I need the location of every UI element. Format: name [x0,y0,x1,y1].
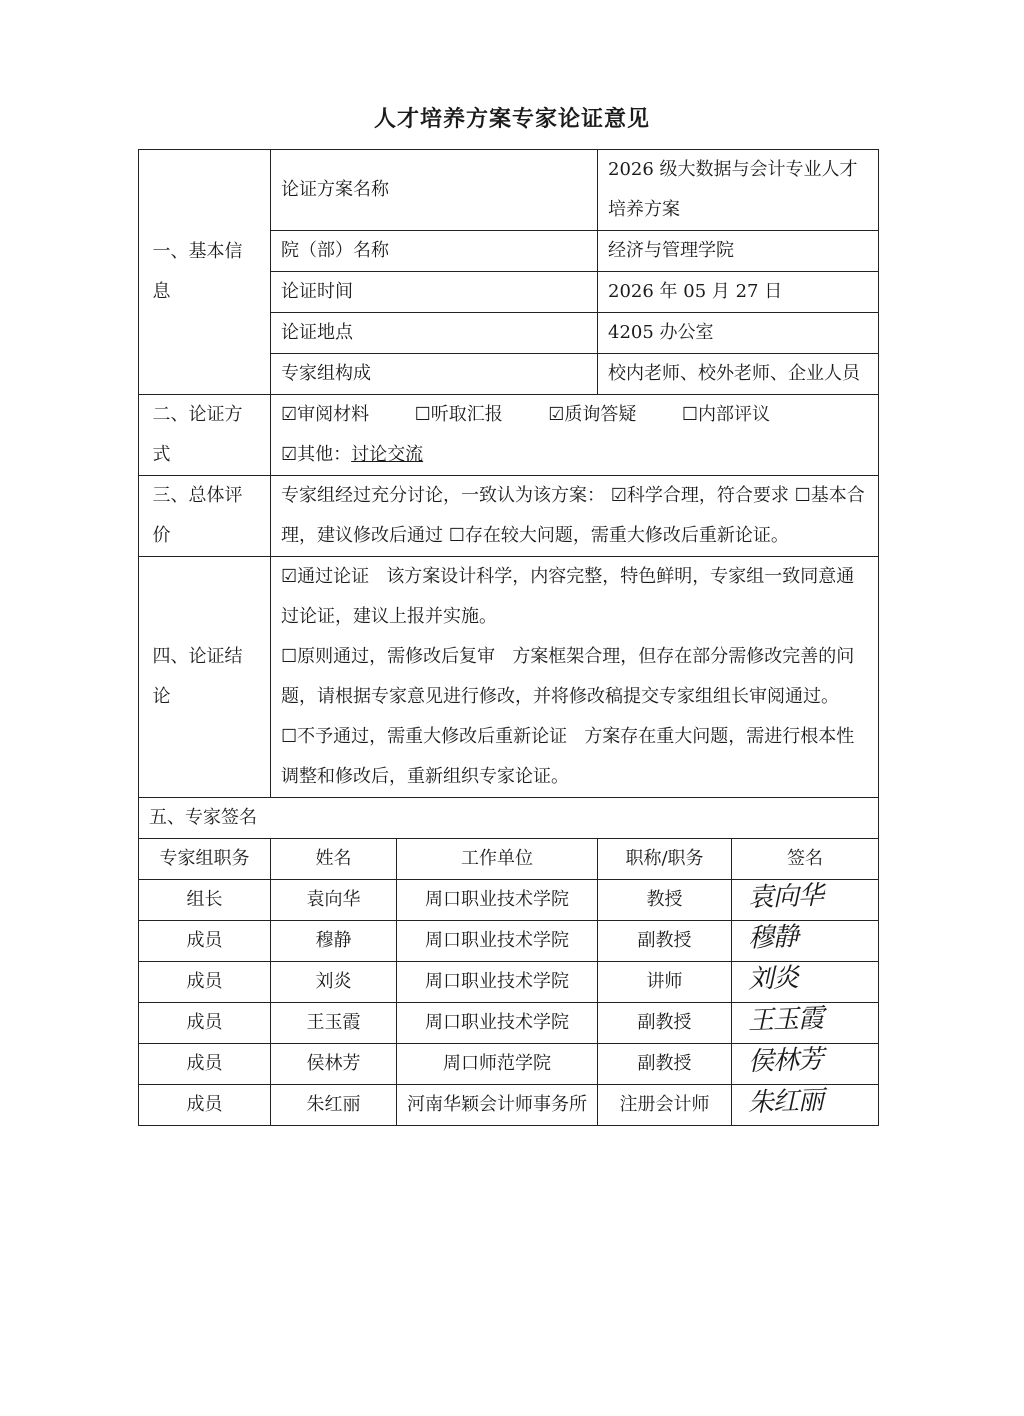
unit-cell: 周口职业技术学院 [397,921,598,962]
overall-row [139,476,879,557]
title-cell: 副教授 [598,921,732,962]
checkbox-reasonable[interactable]: ☑科学合理，符合要求 [610,485,789,506]
other-method-value: 讨论交流 [351,444,424,465]
conclusion-option-conditional[interactable]: ☐原则通过，需修改后复审 方案框架合理，但存在部分需修改完善的问题，请根据专家意见进行修改，并将修改稿提交专家组组长审阅通过。 [281,646,855,707]
title-cell: 注册会计师 [598,1085,732,1126]
checkbox-review-materials[interactable]: ☑审阅材料 [281,404,370,425]
table-row [139,962,879,1003]
handwritten-signature: 王玉霞 [747,1003,824,1037]
table-row [139,1044,879,1085]
name-cell: 袁向华 [271,880,397,921]
signature-cell [732,1044,879,1085]
column-header: 工作单位 [397,839,598,880]
signature-section-row [139,798,879,839]
unit-cell: 周口师范学院 [397,1044,598,1085]
field-label: 论证时间 [271,272,598,313]
title-cell: 讲师 [598,962,732,1003]
signature-cell [732,880,879,921]
unit-cell: 周口职业技术学院 [397,1003,598,1044]
checkbox-major-issues[interactable]: ☐存在较大问题，需重大修改后重新论证。 [448,525,789,546]
name-cell: 王玉霞 [271,1003,397,1044]
field-value: 经济与管理学院 [598,231,879,272]
role-cell: 成员 [139,921,271,962]
basic-row [139,150,879,231]
handwritten-signature: 穆静 [747,922,799,954]
role-cell: 成员 [139,962,271,1003]
column-header: 姓名 [271,839,397,880]
page-title: 人才培养方案专家论证意见 [373,106,650,132]
name-cell: 刘炎 [271,962,397,1003]
field-value: 校内老师、校外老师、企业人员 [598,354,879,395]
section-method: 二、论证方式 [139,395,271,476]
field-label: 论证方案名称 [271,150,598,231]
checkbox-internal-review[interactable]: ☐内部评议 [681,404,770,425]
unit-cell: 周口职业技术学院 [397,880,598,921]
handwritten-signature: 袁向华 [747,880,824,914]
unit-cell: 周口职业技术学院 [397,962,598,1003]
conclusion-row [139,557,879,798]
signature-header-row [139,839,879,880]
handwritten-signature: 侯林芳 [747,1044,824,1078]
name-cell: 穆静 [271,921,397,962]
name-cell: 侯林芳 [271,1044,397,1085]
signature-cell [732,962,879,1003]
field-value: 2026 级大数据与会计专业人才培养方案 [598,150,879,231]
conclusion-option-pass[interactable]: ☑通过论证 该方案设计科学，内容完整，特色鲜明，专家组一致同意通过论证，建议上报并实施。 [281,566,855,627]
checkbox-qa[interactable]: ☑质询答疑 [548,404,637,425]
title-cell: 副教授 [598,1044,732,1085]
name-cell: 朱红丽 [271,1085,397,1126]
section-signatures: 五、专家签名 [139,798,879,839]
review-form-table [138,149,879,1126]
section-conclusion: 四、论证结论 [139,557,271,798]
checkbox-basically-reasonable[interactable]: ☐基本合理，建议修改后通过 [281,485,865,546]
signature-cell [732,921,879,962]
checkbox-other[interactable]: ☑其他：讨论交流 [281,444,424,465]
field-label: 院（部）名称 [271,231,598,272]
unit-cell: 河南华颖会计师事务所 [397,1085,598,1126]
table-row [139,1003,879,1044]
role-cell: 组长 [139,880,271,921]
field-label: 专家组构成 [271,354,598,395]
field-label: 论证地点 [271,313,598,354]
method-row [139,395,879,476]
table-row [139,1085,879,1126]
conclusion-text [271,557,879,798]
table-row [139,921,879,962]
role-cell: 成员 [139,1003,271,1044]
role-cell: 成员 [139,1085,271,1126]
signature-cell [732,1003,879,1044]
conclusion-option-reject[interactable]: ☐不予通过，需重大修改后重新论证 方案存在重大问题，需进行根本性调整和修改后，重新组织专家论证。 [281,726,855,787]
field-value: 4205 办公室 [598,313,879,354]
role-cell: 成员 [139,1044,271,1085]
signature-cell [732,1085,879,1126]
method-options [271,395,879,476]
overall-text: 专家组经过充分讨论，一致认为该方案： ☑科学合理，符合要求 ☐基本合理，建议修改后通过 ☐存在较大问题，需重大修改后重新论证。 [271,476,879,557]
table-row [139,880,879,921]
section-basic-info: 一、基本信息 [139,150,271,395]
section-overall: 三、总体评价 [139,476,271,557]
column-header: 签名 [732,839,879,880]
column-header: 职称/职务 [598,839,732,880]
title-cell: 副教授 [598,1003,732,1044]
field-value: 2026 年 05 月 27 日 [598,272,879,313]
checkbox-hear-report[interactable]: ☐听取汇报 [414,404,503,425]
column-header: 专家组职务 [139,839,271,880]
title-cell: 教授 [598,880,732,921]
handwritten-signature: 朱红丽 [747,1085,824,1119]
handwritten-signature: 刘炎 [747,963,799,995]
